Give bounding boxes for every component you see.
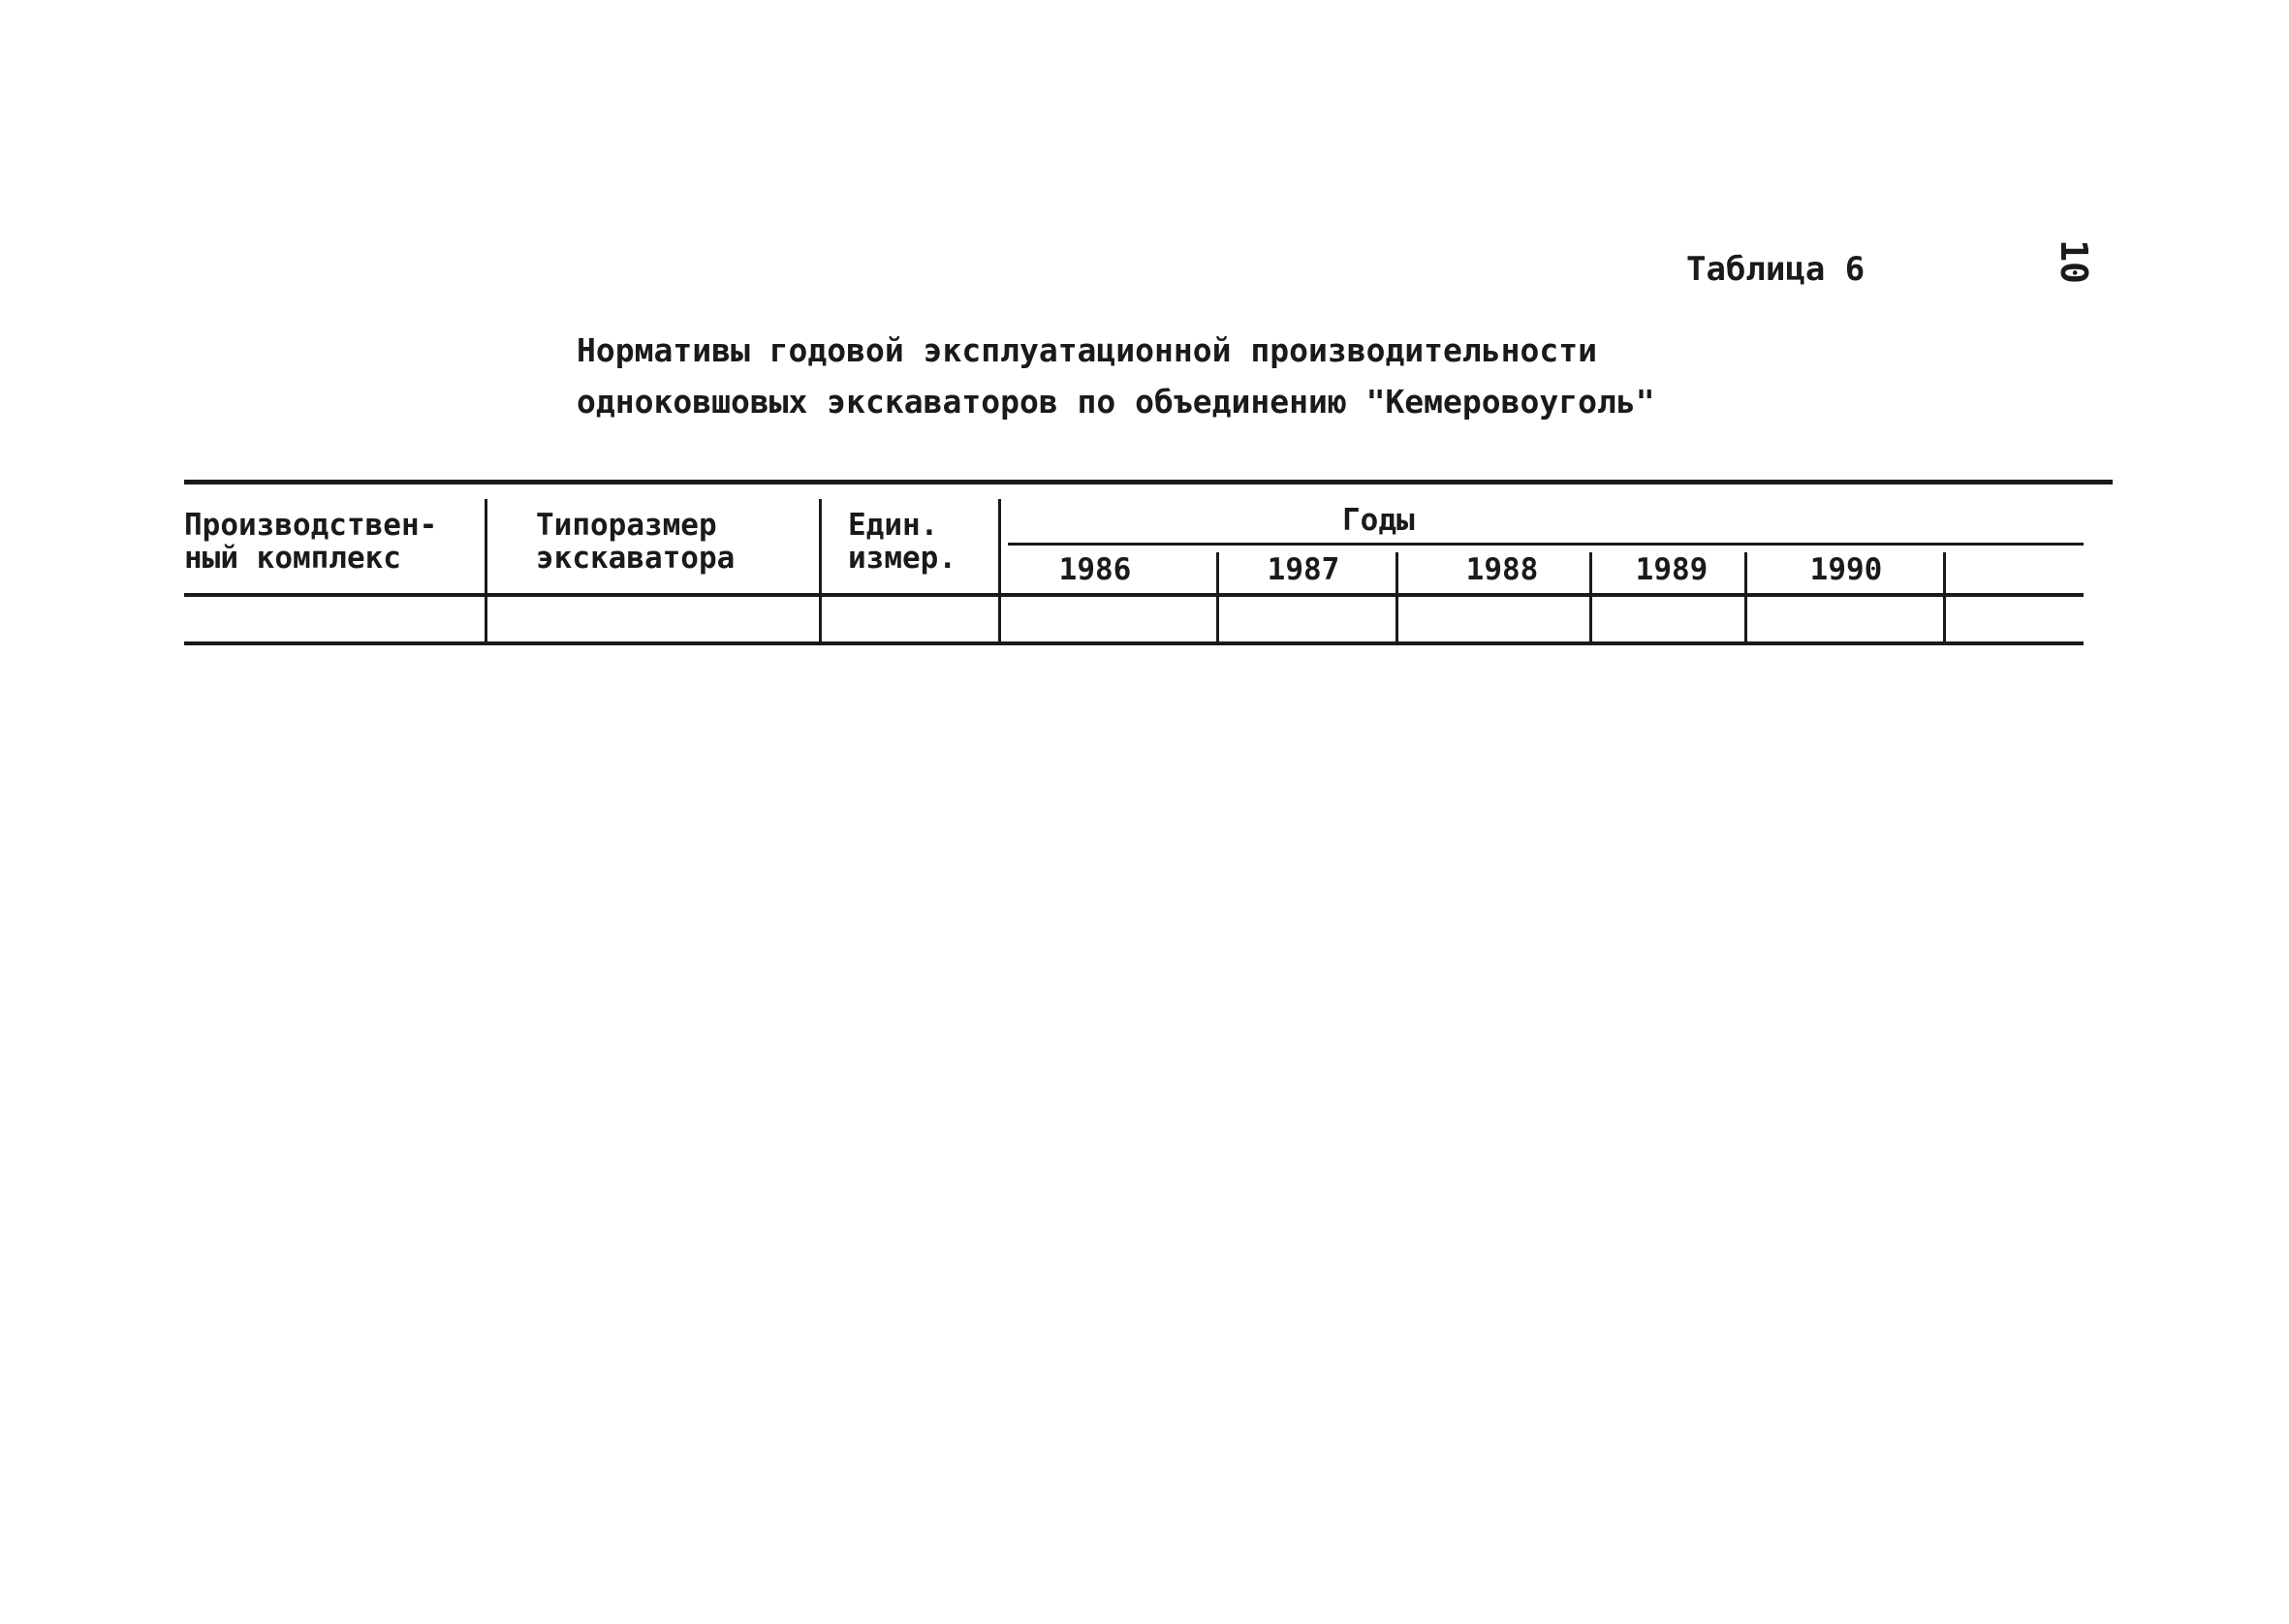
header-bottom-rule bbox=[184, 593, 2084, 597]
column-divider bbox=[998, 499, 1001, 644]
table-label: Таблица 6 bbox=[1686, 250, 1866, 289]
column-divider bbox=[485, 499, 487, 644]
header-complex: Производствен- ный комплекс bbox=[184, 508, 438, 576]
header-year: 1989 bbox=[1635, 552, 1709, 587]
column-divider bbox=[1744, 552, 1747, 644]
header-year: 1987 bbox=[1267, 552, 1340, 587]
column-divider bbox=[1943, 552, 1946, 644]
column-divider bbox=[1216, 552, 1219, 644]
column-divider bbox=[1589, 552, 1592, 644]
table-title-line-2: одноковшовых экскаваторов по объединению "Кемеровоуголь" bbox=[577, 383, 1655, 421]
header-year: 1986 bbox=[1058, 552, 1132, 587]
column-number-rule bbox=[184, 641, 2084, 645]
header-year: 1988 bbox=[1465, 552, 1539, 587]
header-years-label: Годы bbox=[1342, 503, 1415, 538]
header-type: Типоразмер экскаватора bbox=[536, 508, 736, 576]
table-title-line-1: Нормативы годовой эксплуатационной производительности bbox=[577, 331, 1597, 369]
page-number: 10 bbox=[2053, 239, 2095, 284]
table-top-rule bbox=[184, 480, 2113, 484]
header-year: 1990 bbox=[1809, 552, 1883, 587]
years-rule bbox=[1008, 543, 2084, 546]
header-unit: Един. измер. bbox=[848, 508, 956, 576]
column-divider bbox=[819, 499, 822, 644]
column-divider bbox=[1395, 552, 1398, 644]
